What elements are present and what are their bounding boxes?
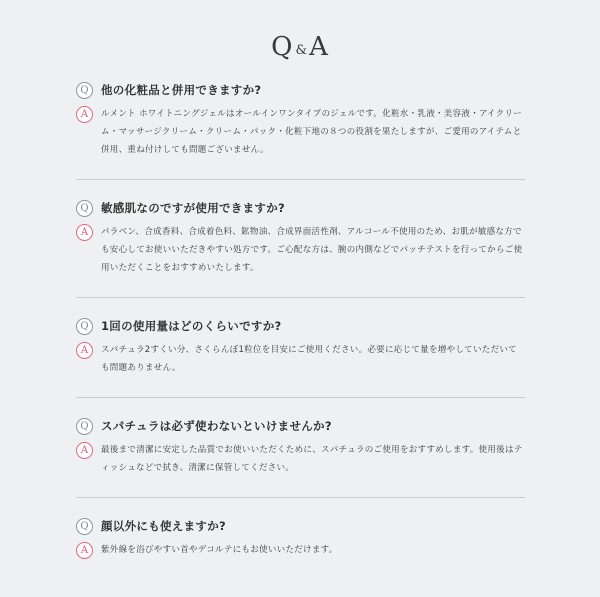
answer-icon: A [76, 542, 93, 559]
faq-item [76, 416, 525, 498]
question-row [76, 80, 525, 100]
answer-text: パラベン、合成香料、合成着色料、鉱物油、合成界面活性剤、アルコール不使用のため、お肌が敏感な方でも安心してお使いいただきやすい処方です。ご心配な方は、腕の内側などでパッチテストを行ってからご使用いただくことをおすすめいたします。 [101, 227, 523, 273]
question-row [76, 416, 525, 436]
question-icon: Q [76, 200, 93, 217]
question-text: 敏感肌なのですが使用できますか? [101, 201, 285, 215]
answer-text: 紫外線を浴びやすい首やデコルテにもお使いいただけます。 [101, 545, 338, 555]
heading-a: A [309, 32, 329, 62]
question-text: 1回の使用量はどのくらいですか? [101, 319, 282, 333]
answer-text: スパチュラ2すくい分、さくらんぼ1粒位を目安にご使用ください。必要に応じて量を増やしていただいても問題ありません。 [101, 345, 517, 373]
question-icon: Q [76, 82, 93, 99]
heading-ampersand: & [295, 43, 308, 58]
faq-list [76, 80, 525, 597]
answer-row [76, 541, 525, 559]
question-text: スパチュラは必ず使わないといけませんか? [101, 419, 332, 433]
question-icon: Q [76, 418, 93, 435]
question-row [76, 316, 525, 336]
answer-row [76, 105, 525, 159]
qa-heading [0, 34, 600, 60]
answer-icon: A [76, 442, 93, 459]
question-text: 他の化粧品と併用できますか? [101, 83, 262, 97]
faq-item [76, 516, 525, 579]
question-icon: Q [76, 318, 93, 335]
question-icon: Q [76, 518, 93, 535]
answer-text: 最後まで清潔に安定した品質でお使いいただくために、スパチュラのご使用をおすすめします。使用後はティッシュなどで拭き、清潔に保管してください。 [101, 445, 523, 473]
answer-text: ルメント ホワイトニングジェルはオールインワンタイプのジェルです。化粧水・乳液・美容液・アイクリーム・マッサージクリーム・クリーム・パック・化粧下地の８つの役割を果たしますが、ご愛用のアイテムと併用、重ね付けしても問題ございません。 [101, 109, 523, 155]
question-row [76, 198, 525, 218]
faq-item [76, 80, 525, 180]
answer-icon: A [76, 342, 93, 359]
answer-row [76, 341, 525, 377]
faq-item [76, 316, 525, 398]
heading-q: Q [271, 32, 294, 62]
faq-item [76, 198, 525, 298]
answer-row [76, 223, 525, 277]
answer-icon: A [76, 224, 93, 241]
question-row [76, 516, 525, 536]
answer-row [76, 441, 525, 477]
answer-icon: A [76, 106, 93, 123]
question-text: 顔以外にも使えますか? [101, 519, 226, 533]
